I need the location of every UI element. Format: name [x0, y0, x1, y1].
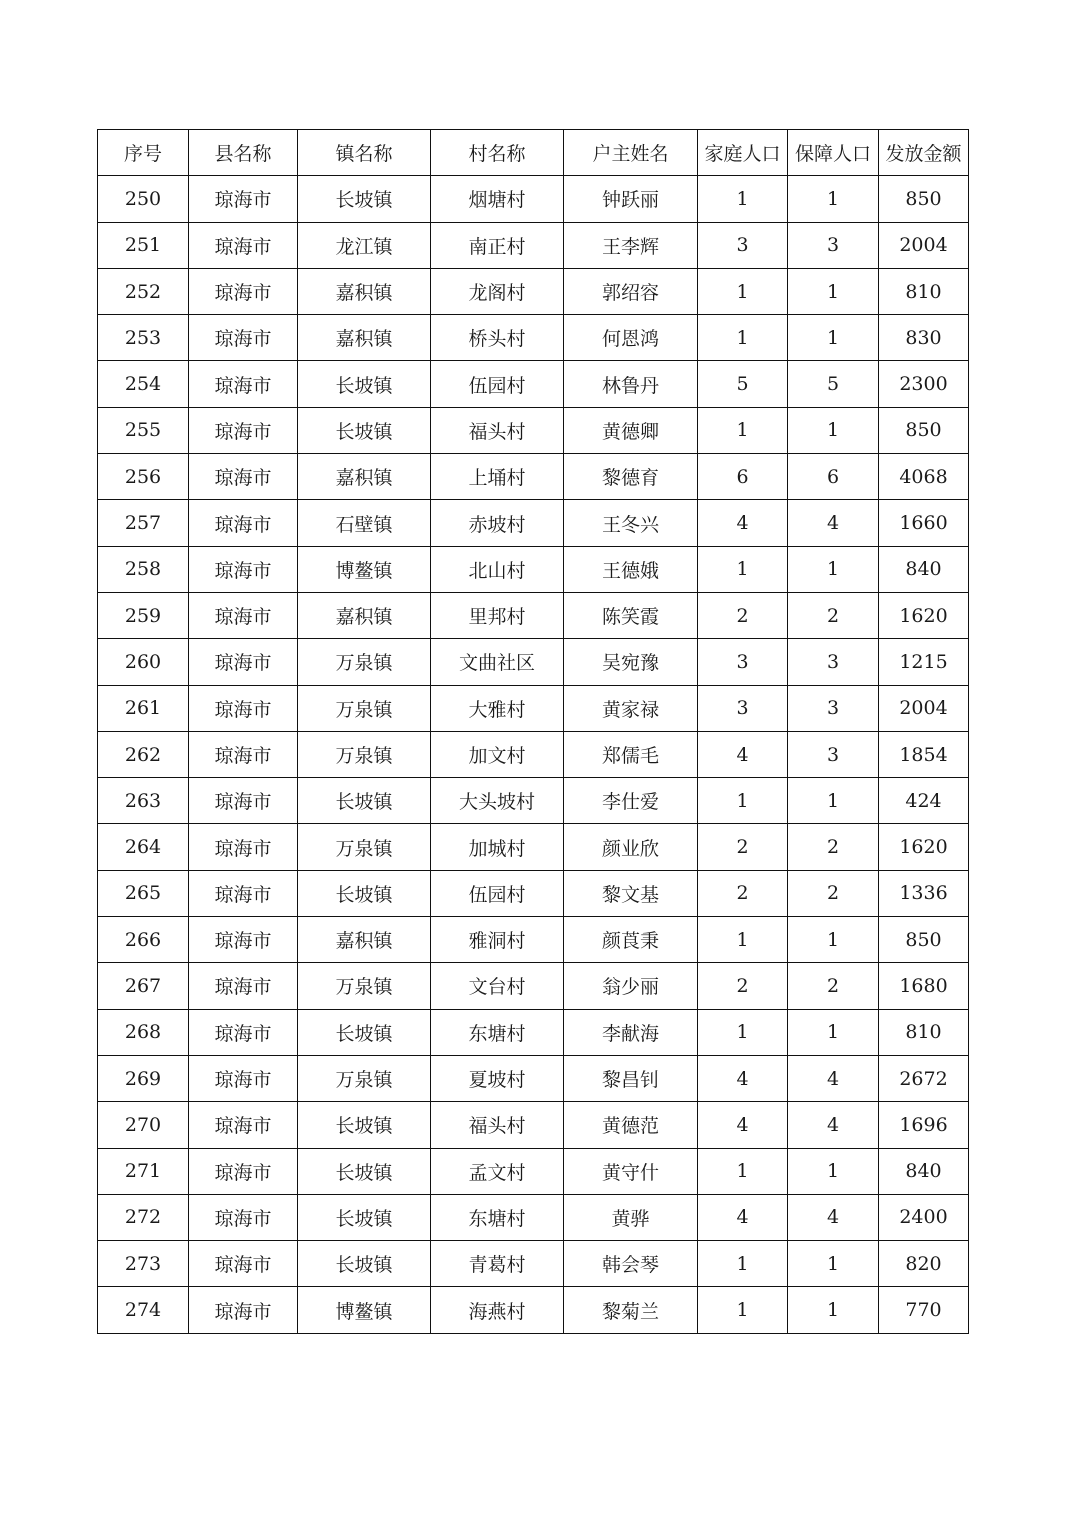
- cell-serial-number: 258: [98, 546, 189, 592]
- cell-county-name: 琼海市: [189, 824, 298, 870]
- header-payment-amount: 发放金额: [879, 130, 969, 176]
- table-row: [98, 315, 969, 361]
- cell-town-name: 长坡镇: [298, 176, 431, 222]
- cell-household-head: 郭绍容: [564, 268, 698, 314]
- table-row: [98, 917, 969, 963]
- cell-family-size: 4: [698, 1194, 788, 1240]
- cell-county-name: 琼海市: [189, 1287, 298, 1333]
- cell-household-head: 李献海: [564, 1009, 698, 1055]
- cell-covered-persons: 3: [788, 685, 879, 731]
- table-body: [98, 176, 969, 1333]
- cell-household-head: 黎菊兰: [564, 1287, 698, 1333]
- table-row: [98, 1148, 969, 1194]
- cell-covered-persons: 6: [788, 454, 879, 500]
- cell-serial-number: 250: [98, 176, 189, 222]
- cell-county-name: 琼海市: [189, 592, 298, 638]
- cell-serial-number: 260: [98, 639, 189, 685]
- cell-household-head: 何恩鸿: [564, 315, 698, 361]
- cell-county-name: 琼海市: [189, 407, 298, 453]
- cell-payment-amount: 1696: [879, 1102, 969, 1148]
- cell-village-name: 赤坡村: [431, 500, 564, 546]
- cell-payment-amount: 850: [879, 176, 969, 222]
- cell-household-head: 李仕爱: [564, 778, 698, 824]
- cell-serial-number: 254: [98, 361, 189, 407]
- cell-county-name: 琼海市: [189, 778, 298, 824]
- cell-county-name: 琼海市: [189, 963, 298, 1009]
- cell-village-name: 文台村: [431, 963, 564, 1009]
- cell-village-name: 伍园村: [431, 870, 564, 916]
- cell-serial-number: 273: [98, 1241, 189, 1287]
- cell-family-size: 2: [698, 963, 788, 1009]
- cell-payment-amount: 2004: [879, 222, 969, 268]
- cell-county-name: 琼海市: [189, 546, 298, 592]
- cell-family-size: 4: [698, 731, 788, 777]
- table-row: [98, 870, 969, 916]
- cell-village-name: 东塘村: [431, 1194, 564, 1240]
- cell-town-name: 长坡镇: [298, 1009, 431, 1055]
- table-row: [98, 824, 969, 870]
- cell-payment-amount: 810: [879, 268, 969, 314]
- cell-county-name: 琼海市: [189, 1009, 298, 1055]
- cell-town-name: 万泉镇: [298, 731, 431, 777]
- cell-town-name: 嘉积镇: [298, 315, 431, 361]
- cell-covered-persons: 1: [788, 1241, 879, 1287]
- cell-covered-persons: 3: [788, 731, 879, 777]
- cell-family-size: 6: [698, 454, 788, 500]
- cell-household-head: 黎文基: [564, 870, 698, 916]
- table-row: [98, 963, 969, 1009]
- cell-household-head: 钟跃丽: [564, 176, 698, 222]
- cell-family-size: 4: [698, 500, 788, 546]
- cell-household-head: 颜莨秉: [564, 917, 698, 963]
- cell-family-size: 1: [698, 407, 788, 453]
- header-serial-number: 序号: [98, 130, 189, 176]
- cell-family-size: 4: [698, 1055, 788, 1101]
- cell-household-head: 黄家禄: [564, 685, 698, 731]
- cell-family-size: 3: [698, 222, 788, 268]
- cell-household-head: 黄德卿: [564, 407, 698, 453]
- cell-serial-number: 266: [98, 917, 189, 963]
- cell-household-head: 黄骅: [564, 1194, 698, 1240]
- cell-payment-amount: 2672: [879, 1055, 969, 1101]
- cell-serial-number: 255: [98, 407, 189, 453]
- cell-serial-number: 271: [98, 1148, 189, 1194]
- cell-household-head: 王德娥: [564, 546, 698, 592]
- cell-village-name: 北山村: [431, 546, 564, 592]
- cell-town-name: 嘉积镇: [298, 592, 431, 638]
- table-row: [98, 454, 969, 500]
- header-family-size: 家庭人口: [698, 130, 788, 176]
- cell-family-size: 1: [698, 1009, 788, 1055]
- cell-county-name: 琼海市: [189, 315, 298, 361]
- cell-serial-number: 263: [98, 778, 189, 824]
- header-village-name: 村名称: [431, 130, 564, 176]
- cell-family-size: 1: [698, 176, 788, 222]
- cell-payment-amount: 1620: [879, 592, 969, 638]
- cell-family-size: 1: [698, 1148, 788, 1194]
- cell-village-name: 文曲社区: [431, 639, 564, 685]
- table-row: [98, 546, 969, 592]
- cell-covered-persons: 1: [788, 407, 879, 453]
- table-row: [98, 361, 969, 407]
- cell-serial-number: 272: [98, 1194, 189, 1240]
- cell-county-name: 琼海市: [189, 685, 298, 731]
- cell-county-name: 琼海市: [189, 870, 298, 916]
- cell-town-name: 博鳌镇: [298, 1287, 431, 1333]
- cell-town-name: 石壁镇: [298, 500, 431, 546]
- cell-covered-persons: 4: [788, 1102, 879, 1148]
- cell-serial-number: 270: [98, 1102, 189, 1148]
- cell-covered-persons: 1: [788, 315, 879, 361]
- cell-family-size: 1: [698, 546, 788, 592]
- cell-village-name: 里邦村: [431, 592, 564, 638]
- cell-payment-amount: 4068: [879, 454, 969, 500]
- cell-covered-persons: 3: [788, 222, 879, 268]
- cell-serial-number: 259: [98, 592, 189, 638]
- cell-covered-persons: 1: [788, 1009, 879, 1055]
- cell-household-head: 黄德范: [564, 1102, 698, 1148]
- cell-household-head: 郑儒毛: [564, 731, 698, 777]
- cell-serial-number: 265: [98, 870, 189, 916]
- cell-village-name: 加文村: [431, 731, 564, 777]
- cell-payment-amount: 2004: [879, 685, 969, 731]
- cell-family-size: 4: [698, 1102, 788, 1148]
- cell-household-head: 陈笑霞: [564, 592, 698, 638]
- cell-village-name: 青葛村: [431, 1241, 564, 1287]
- cell-serial-number: 268: [98, 1009, 189, 1055]
- cell-town-name: 长坡镇: [298, 1148, 431, 1194]
- cell-village-name: 大雅村: [431, 685, 564, 731]
- cell-household-head: 韩会琴: [564, 1241, 698, 1287]
- cell-town-name: 万泉镇: [298, 685, 431, 731]
- cell-county-name: 琼海市: [189, 454, 298, 500]
- cell-county-name: 琼海市: [189, 917, 298, 963]
- cell-serial-number: 257: [98, 500, 189, 546]
- cell-family-size: 3: [698, 685, 788, 731]
- cell-family-size: 3: [698, 639, 788, 685]
- relief-payment-table-page: [97, 129, 968, 1334]
- cell-serial-number: 261: [98, 685, 189, 731]
- cell-town-name: 长坡镇: [298, 1194, 431, 1240]
- cell-county-name: 琼海市: [189, 361, 298, 407]
- cell-village-name: 龙阁村: [431, 268, 564, 314]
- cell-payment-amount: 2300: [879, 361, 969, 407]
- cell-village-name: 雅洞村: [431, 917, 564, 963]
- cell-town-name: 长坡镇: [298, 778, 431, 824]
- cell-town-name: 万泉镇: [298, 639, 431, 685]
- table-row: [98, 500, 969, 546]
- cell-serial-number: 274: [98, 1287, 189, 1333]
- cell-payment-amount: 1680: [879, 963, 969, 1009]
- cell-serial-number: 264: [98, 824, 189, 870]
- cell-serial-number: 251: [98, 222, 189, 268]
- cell-village-name: 南正村: [431, 222, 564, 268]
- cell-covered-persons: 1: [788, 1148, 879, 1194]
- cell-town-name: 万泉镇: [298, 963, 431, 1009]
- cell-household-head: 黄守什: [564, 1148, 698, 1194]
- cell-town-name: 嘉积镇: [298, 917, 431, 963]
- cell-covered-persons: 1: [788, 1287, 879, 1333]
- cell-town-name: 长坡镇: [298, 870, 431, 916]
- cell-family-size: 1: [698, 917, 788, 963]
- cell-county-name: 琼海市: [189, 639, 298, 685]
- cell-town-name: 长坡镇: [298, 1241, 431, 1287]
- cell-family-size: 1: [698, 268, 788, 314]
- cell-family-size: 1: [698, 1287, 788, 1333]
- cell-village-name: 海燕村: [431, 1287, 564, 1333]
- cell-serial-number: 267: [98, 963, 189, 1009]
- cell-covered-persons: 1: [788, 546, 879, 592]
- cell-county-name: 琼海市: [189, 1055, 298, 1101]
- table-row: [98, 407, 969, 453]
- cell-covered-persons: 2: [788, 824, 879, 870]
- cell-payment-amount: 830: [879, 315, 969, 361]
- cell-covered-persons: 1: [788, 917, 879, 963]
- cell-family-size: 2: [698, 592, 788, 638]
- cell-town-name: 长坡镇: [298, 1102, 431, 1148]
- cell-covered-persons: 4: [788, 1055, 879, 1101]
- cell-payment-amount: 1215: [879, 639, 969, 685]
- cell-village-name: 东塘村: [431, 1009, 564, 1055]
- table-row: [98, 592, 969, 638]
- cell-serial-number: 253: [98, 315, 189, 361]
- cell-household-head: 吴宛豫: [564, 639, 698, 685]
- table-row: [98, 778, 969, 824]
- cell-covered-persons: 2: [788, 592, 879, 638]
- cell-county-name: 琼海市: [189, 500, 298, 546]
- cell-covered-persons: 3: [788, 639, 879, 685]
- cell-payment-amount: 1660: [879, 500, 969, 546]
- cell-village-name: 大头坡村: [431, 778, 564, 824]
- cell-payment-amount: 424: [879, 778, 969, 824]
- cell-payment-amount: 810: [879, 1009, 969, 1055]
- table-row: [98, 176, 969, 222]
- cell-covered-persons: 2: [788, 963, 879, 1009]
- cell-household-head: 颜业欣: [564, 824, 698, 870]
- cell-payment-amount: 2400: [879, 1194, 969, 1240]
- table-row: [98, 1009, 969, 1055]
- cell-village-name: 桥头村: [431, 315, 564, 361]
- table-row: [98, 1055, 969, 1101]
- cell-covered-persons: 4: [788, 1194, 879, 1240]
- cell-town-name: 嘉积镇: [298, 268, 431, 314]
- cell-family-size: 1: [698, 315, 788, 361]
- cell-village-name: 上埇村: [431, 454, 564, 500]
- table-row: [98, 268, 969, 314]
- cell-family-size: 5: [698, 361, 788, 407]
- cell-town-name: 嘉积镇: [298, 454, 431, 500]
- cell-covered-persons: 1: [788, 268, 879, 314]
- cell-household-head: 王李辉: [564, 222, 698, 268]
- cell-town-name: 博鳌镇: [298, 546, 431, 592]
- cell-serial-number: 252: [98, 268, 189, 314]
- cell-household-head: 王冬兴: [564, 500, 698, 546]
- cell-county-name: 琼海市: [189, 268, 298, 314]
- table-row: [98, 1241, 969, 1287]
- cell-payment-amount: 1336: [879, 870, 969, 916]
- cell-family-size: 2: [698, 870, 788, 916]
- cell-covered-persons: 5: [788, 361, 879, 407]
- cell-county-name: 琼海市: [189, 222, 298, 268]
- cell-village-name: 伍园村: [431, 361, 564, 407]
- table-row: [98, 685, 969, 731]
- table-row: [98, 1102, 969, 1148]
- cell-family-size: 1: [698, 778, 788, 824]
- table-row: [98, 1287, 969, 1333]
- table-row: [98, 731, 969, 777]
- header-town-name: 镇名称: [298, 130, 431, 176]
- cell-household-head: 林鲁丹: [564, 361, 698, 407]
- table-header-row: [98, 130, 969, 176]
- cell-town-name: 万泉镇: [298, 1055, 431, 1101]
- cell-payment-amount: 770: [879, 1287, 969, 1333]
- cell-family-size: 2: [698, 824, 788, 870]
- cell-county-name: 琼海市: [189, 1102, 298, 1148]
- cell-village-name: 烟塘村: [431, 176, 564, 222]
- cell-covered-persons: 2: [788, 870, 879, 916]
- table-row: [98, 1194, 969, 1240]
- cell-county-name: 琼海市: [189, 731, 298, 777]
- table-row: [98, 639, 969, 685]
- cell-household-head: 黎昌钊: [564, 1055, 698, 1101]
- relief-payment-table: [97, 129, 969, 1334]
- cell-county-name: 琼海市: [189, 1194, 298, 1240]
- cell-payment-amount: 840: [879, 1148, 969, 1194]
- cell-covered-persons: 1: [788, 176, 879, 222]
- cell-household-head: 翁少丽: [564, 963, 698, 1009]
- cell-covered-persons: 1: [788, 778, 879, 824]
- cell-payment-amount: 1854: [879, 731, 969, 777]
- cell-village-name: 夏坡村: [431, 1055, 564, 1101]
- cell-county-name: 琼海市: [189, 1241, 298, 1287]
- cell-payment-amount: 850: [879, 917, 969, 963]
- cell-serial-number: 269: [98, 1055, 189, 1101]
- cell-payment-amount: 820: [879, 1241, 969, 1287]
- cell-household-head: 黎德育: [564, 454, 698, 500]
- cell-county-name: 琼海市: [189, 1148, 298, 1194]
- cell-town-name: 长坡镇: [298, 361, 431, 407]
- header-covered-persons: 保障人口: [788, 130, 879, 176]
- cell-payment-amount: 850: [879, 407, 969, 453]
- cell-village-name: 福头村: [431, 407, 564, 453]
- header-household-head: 户主姓名: [564, 130, 698, 176]
- cell-serial-number: 256: [98, 454, 189, 500]
- table-row: [98, 222, 969, 268]
- cell-family-size: 1: [698, 1241, 788, 1287]
- cell-covered-persons: 4: [788, 500, 879, 546]
- cell-town-name: 龙江镇: [298, 222, 431, 268]
- cell-payment-amount: 840: [879, 546, 969, 592]
- cell-village-name: 孟文村: [431, 1148, 564, 1194]
- cell-county-name: 琼海市: [189, 176, 298, 222]
- cell-town-name: 万泉镇: [298, 824, 431, 870]
- cell-payment-amount: 1620: [879, 824, 969, 870]
- cell-town-name: 长坡镇: [298, 407, 431, 453]
- cell-village-name: 福头村: [431, 1102, 564, 1148]
- cell-village-name: 加城村: [431, 824, 564, 870]
- header-county-name: 县名称: [189, 130, 298, 176]
- cell-serial-number: 262: [98, 731, 189, 777]
